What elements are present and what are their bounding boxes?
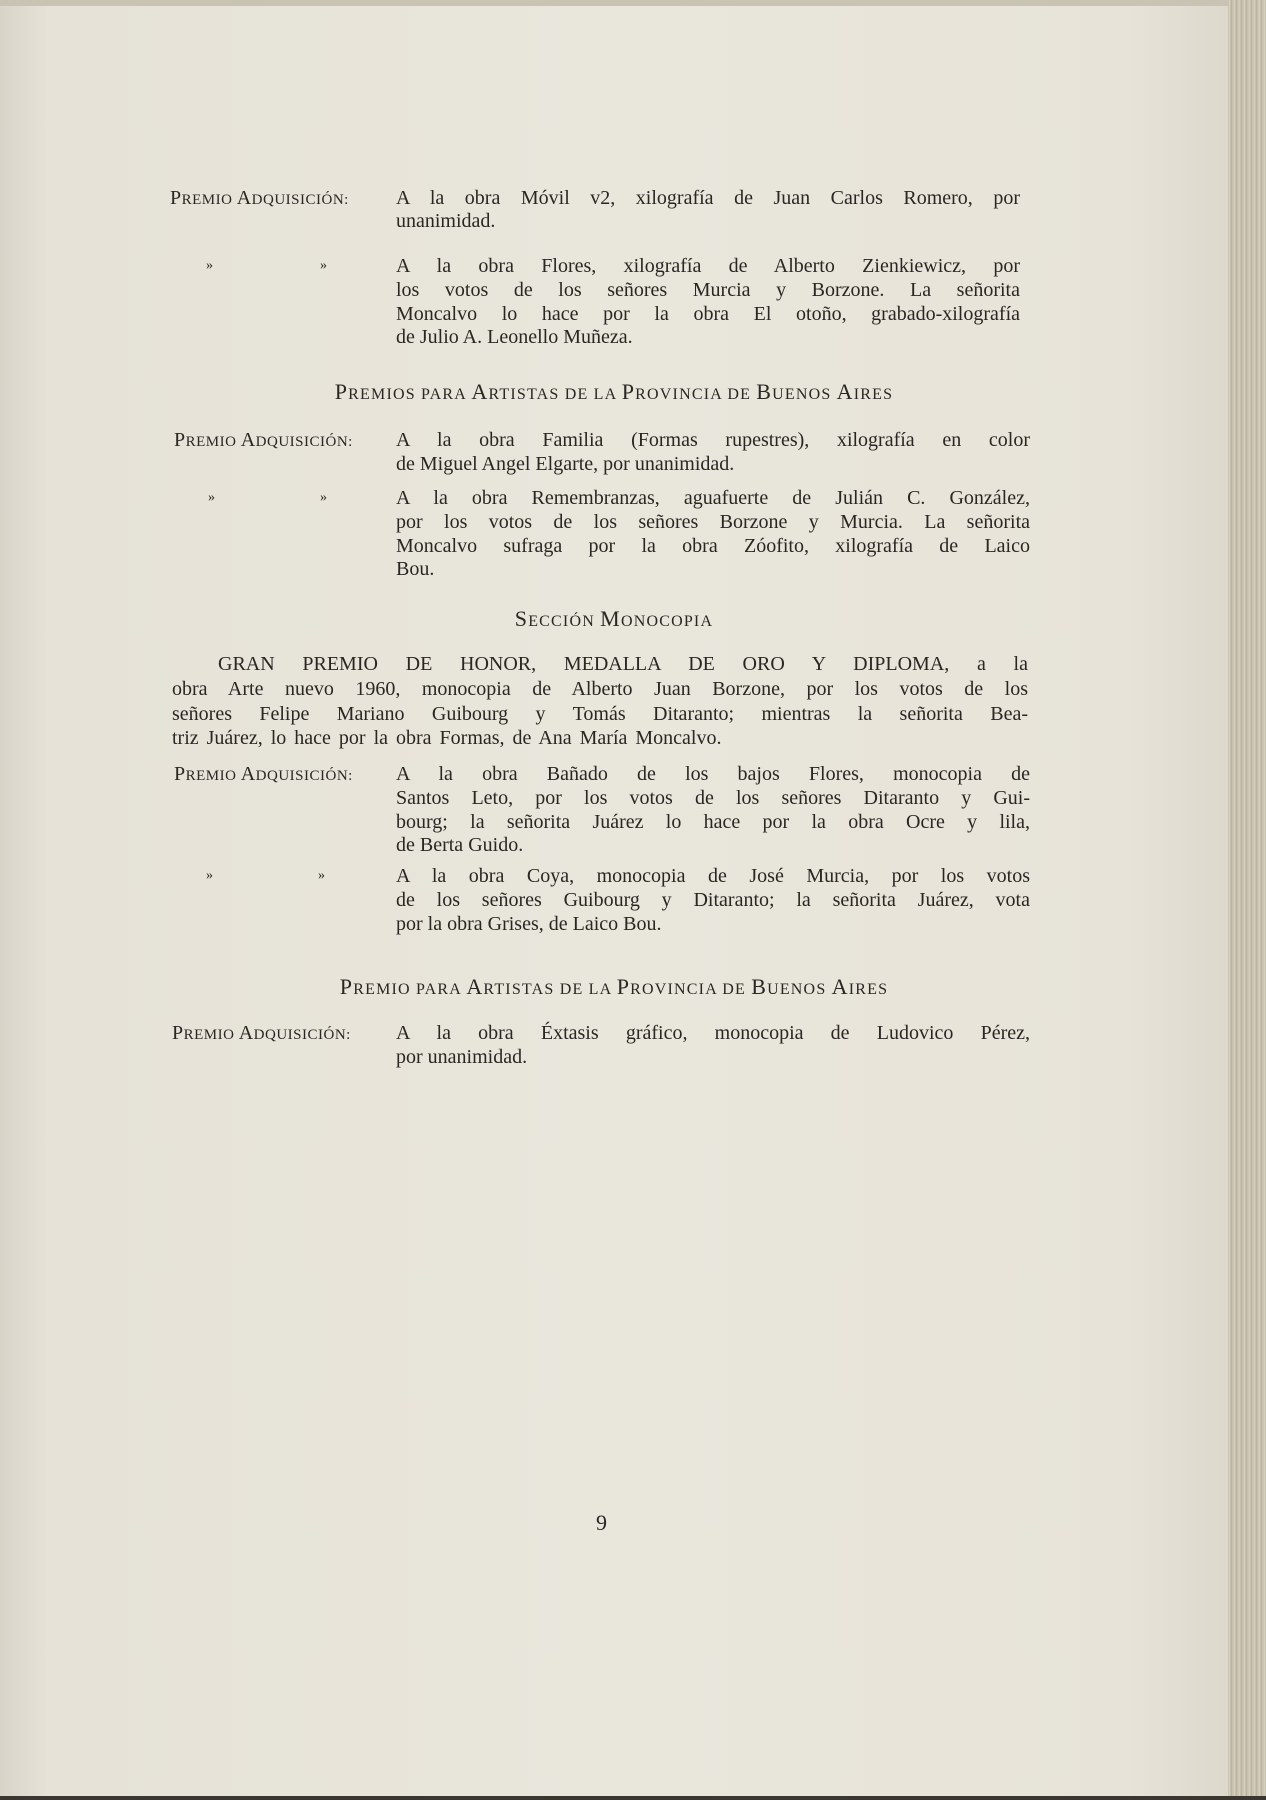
entry-line: de Miguel Angel Elgarte, por unanimidad. (396, 453, 735, 475)
section-heading: PREMIOS PARA ARTISTAS DE LA PROVINCIA DE BUENOS AIRES (334, 379, 894, 404)
entry-line: Moncalvo lo hace por la obra El otoño, grabado-xilografía (396, 303, 1020, 325)
entry-line: por la obra Grises, de Laico Bou. (396, 913, 662, 935)
entry-line: A la obra Flores, xilografía de Alberto Zienkiewicz, por (396, 255, 1020, 277)
entry-line: A la obra Éxtasis gráfico, monocopia de Ludovico Pérez, (396, 1022, 1030, 1044)
award-label: PREMIO ADQUISICIÓN: (170, 187, 349, 209)
entry-line: Santos Leto, por los votos de los señores Ditaranto y Gui- (396, 787, 1030, 809)
entry-line: A la obra Coya, monocopia de José Murcia, por los votos (396, 865, 1030, 887)
entry-line: de Julio A. Leonello Muñeza. (396, 326, 633, 348)
prize-paragraph-line: GRAN PREMIO DE HONOR, MEDALLA DE ORO Y DIPLOMA, a la (218, 653, 1028, 675)
award-label: PREMIO ADQUISICIÓN: (174, 763, 353, 785)
entry-line: por los votos de los señores Borzone y Murcia. La señorita (396, 511, 1030, 533)
prize-paragraph-line: obra Arte nuevo 1960, monocopia de Alberto Juan Borzone, por los votos de los (172, 678, 1028, 700)
book-spine-edge (1228, 0, 1266, 1800)
entry-line: por unanimidad. (396, 1046, 528, 1068)
ditto-mark: » (206, 868, 213, 883)
entry-line: Moncalvo sufraga por la obra Zóofito, xilografía de Laico (396, 535, 1030, 557)
award-label: PREMIO ADQUISICIÓN: (172, 1022, 351, 1044)
entry-line: de los señores Guibourg y Ditaranto; la señorita Juárez, vota (396, 889, 1030, 911)
entry-line: bourg; la señorita Juárez lo hace por la obra Ocre y lila, (396, 811, 1030, 833)
page-bottom-edge (0, 1796, 1266, 1800)
section-heading: PREMIO PARA ARTISTAS DE LA PROVINCIA DE BUENOS AIRES (339, 974, 889, 999)
prize-paragraph-line: triz Juárez, lo hace por la obra Formas, de Ana María Moncalvo. (172, 727, 722, 749)
award-label: PREMIO ADQUISICIÓN: (174, 429, 353, 451)
ditto-mark: » (320, 258, 327, 273)
ditto-mark: » (320, 490, 327, 505)
entry-line: A la obra Bañado de los bajos Flores, monocopia de (396, 763, 1030, 785)
page-top-edge (0, 0, 1228, 6)
page-number: 9 (596, 1510, 607, 1535)
entry-line: Bou. (396, 558, 435, 580)
ditto-mark: » (206, 258, 213, 273)
entry-line: los votos de los señores Murcia y Borzone. La señorita (396, 279, 1020, 301)
entry-line: de Berta Guido. (396, 834, 524, 856)
entry-line: A la obra Móvil v2, xilografía de Juan Carlos Romero, por (396, 187, 1020, 209)
entry-line: unanimidad. (396, 210, 496, 232)
entry-line: A la obra Remembranzas, aguafuerte de Julián C. González, (396, 487, 1030, 509)
ditto-mark: » (318, 868, 325, 883)
entry-line: A la obra Familia (Formas rupestres), xilografía en color (396, 429, 1030, 451)
prize-paragraph-line: señores Felipe Mariano Guibourg y Tomás Ditaranto; mientras la señorita Bea- (172, 703, 1028, 725)
ditto-mark: » (208, 490, 215, 505)
section-heading: SECCIÓN MONOCOPIA (514, 606, 714, 631)
